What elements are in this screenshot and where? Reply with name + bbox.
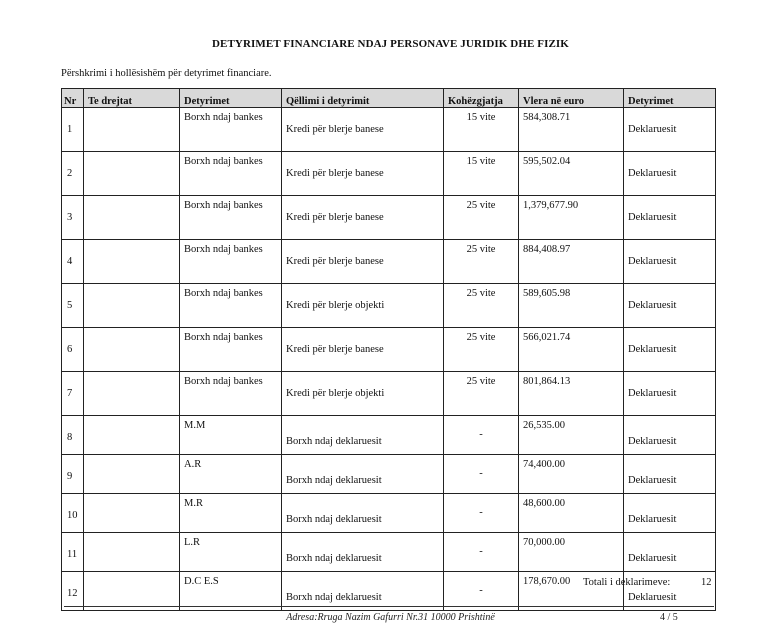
cell-obligations: Deklaruesit: [624, 494, 716, 533]
cell-nr: 3: [62, 196, 84, 240]
table-row: [62, 108, 716, 152]
table-row: [62, 455, 716, 494]
cell-value: 26,535.00: [519, 416, 624, 455]
cell-obligations: Deklaruesit: [624, 284, 716, 328]
cell-purpose: Kredi për blerje objekti: [282, 284, 444, 328]
cell-rights: [84, 372, 180, 416]
footer-address: Adresa:Rruga Nazim Gafurri Nr.31 10000 Prishtinë: [286, 612, 495, 623]
cell-value: 48,600.00: [519, 494, 624, 533]
cell-value: 1,379,677.90: [519, 196, 624, 240]
cell-nr: 1: [62, 108, 84, 152]
cell-nr: 6: [62, 328, 84, 372]
cell-purpose: Kredi për blerje banese: [282, 328, 444, 372]
cell-nr: 2: [62, 152, 84, 196]
cell-nr: 4: [62, 240, 84, 284]
footer-divider: [64, 606, 714, 607]
cell-rights: [84, 152, 180, 196]
cell-nr: 10: [62, 494, 84, 533]
cell-obligation: Borxh ndaj bankes: [180, 240, 282, 284]
cell-obligation: D.C E.S: [180, 572, 282, 611]
cell-obligations: Deklaruesit: [624, 196, 716, 240]
cell-obligations: Deklaruesit: [624, 572, 716, 611]
cell-purpose: Kredi për blerje banese: [282, 108, 444, 152]
cell-duration: -: [444, 416, 519, 455]
cell-rights: [84, 572, 180, 611]
cell-purpose: Borxh ndaj deklaruesit: [282, 455, 444, 494]
table-row: [62, 533, 716, 572]
cell-obligations: Deklaruesit: [624, 108, 716, 152]
document-subtitle: Përshkrimi i hollësishëm për detyrimet financiare.: [61, 68, 272, 79]
header-obligations: Detyrimet: [624, 89, 716, 108]
cell-rights: [84, 108, 180, 152]
cell-purpose: Borxh ndaj deklaruesit: [282, 494, 444, 533]
cell-value: 566,021.74: [519, 328, 624, 372]
header-obligation: Detyrimet: [180, 89, 282, 108]
obligations-table: [61, 88, 716, 611]
cell-duration: 25 vite: [444, 196, 519, 240]
cell-obligations: Deklaruesit: [624, 240, 716, 284]
cell-obligations: Deklaruesit: [624, 416, 716, 455]
cell-obligation: Borxh ndaj bankes: [180, 196, 282, 240]
cell-rights: [84, 328, 180, 372]
header-rights: Te drejtat: [84, 89, 180, 108]
cell-nr: 5: [62, 284, 84, 328]
cell-nr: 7: [62, 372, 84, 416]
cell-value: 884,408.97: [519, 240, 624, 284]
table-row: [62, 416, 716, 455]
cell-purpose: Kredi për blerje banese: [282, 152, 444, 196]
cell-duration: 25 vite: [444, 240, 519, 284]
cell-value: 70,000.00: [519, 533, 624, 572]
cell-obligation: Borxh ndaj bankes: [180, 284, 282, 328]
cell-duration: 25 vite: [444, 284, 519, 328]
total-value: 12: [701, 577, 712, 588]
table-row: [62, 196, 716, 240]
cell-nr: 8: [62, 416, 84, 455]
cell-value: 74,400.00: [519, 455, 624, 494]
cell-purpose: Borxh ndaj deklaruesit: [282, 572, 444, 611]
cell-obligations: Deklaruesit: [624, 533, 716, 572]
cell-obligation: M.R: [180, 494, 282, 533]
cell-purpose: Kredi për blerje banese: [282, 196, 444, 240]
cell-rights: [84, 240, 180, 284]
cell-rights: [84, 494, 180, 533]
table-row: [62, 328, 716, 372]
cell-purpose: Kredi për blerje objekti: [282, 372, 444, 416]
cell-value: 584,308.71: [519, 108, 624, 152]
cell-rights: [84, 416, 180, 455]
table-row: [62, 284, 716, 328]
header-value: Vlera në euro: [519, 89, 624, 108]
total-label: Totali i deklarimeve:: [583, 577, 671, 588]
cell-purpose: Borxh ndaj deklaruesit: [282, 416, 444, 455]
cell-duration: -: [444, 494, 519, 533]
total-declarations: [583, 577, 712, 588]
cell-duration: 15 vite: [444, 108, 519, 152]
table-row: [62, 372, 716, 416]
cell-value: 801,864.13: [519, 372, 624, 416]
table-row: [62, 494, 716, 533]
cell-rights: [84, 533, 180, 572]
cell-obligation: L.R: [180, 533, 282, 572]
cell-obligations: Deklaruesit: [624, 455, 716, 494]
cell-duration: 25 vite: [444, 328, 519, 372]
cell-duration: -: [444, 533, 519, 572]
cell-value: 178,670.00: [519, 572, 624, 611]
cell-obligation: Borxh ndaj bankes: [180, 108, 282, 152]
cell-purpose: Borxh ndaj deklaruesit: [282, 533, 444, 572]
cell-nr: 9: [62, 455, 84, 494]
cell-value: 595,502.04: [519, 152, 624, 196]
cell-rights: [84, 455, 180, 494]
cell-obligations: Deklaruesit: [624, 328, 716, 372]
cell-duration: -: [444, 572, 519, 611]
cell-purpose: Kredi për blerje banese: [282, 240, 444, 284]
cell-obligation: Borxh ndaj bankes: [180, 152, 282, 196]
cell-obligation: A.R: [180, 455, 282, 494]
table-row: [62, 240, 716, 284]
header-purpose: Qëllimi i detyrimit: [282, 89, 444, 108]
cell-obligation: Borxh ndaj bankes: [180, 372, 282, 416]
header-nr: Nr: [62, 89, 84, 108]
header-duration: Kohëzgjatja: [444, 89, 519, 108]
cell-duration: 25 vite: [444, 372, 519, 416]
cell-rights: [84, 196, 180, 240]
cell-obligation: M.M: [180, 416, 282, 455]
cell-obligations: Deklaruesit: [624, 152, 716, 196]
cell-nr: 12: [62, 572, 84, 611]
cell-duration: 15 vite: [444, 152, 519, 196]
cell-nr: 11: [62, 533, 84, 572]
cell-obligations: Deklaruesit: [624, 372, 716, 416]
cell-value: 589,605.98: [519, 284, 624, 328]
table-header-row: [62, 89, 716, 108]
page-number: 4 / 5: [660, 612, 678, 623]
cell-duration: -: [444, 455, 519, 494]
document-title: DETYRIMET FINANCIARE NDAJ PERSONAVE JURIDIK DHE FIZIK: [212, 38, 569, 50]
table-row: [62, 152, 716, 196]
cell-obligation: Borxh ndaj bankes: [180, 328, 282, 372]
cell-rights: [84, 284, 180, 328]
